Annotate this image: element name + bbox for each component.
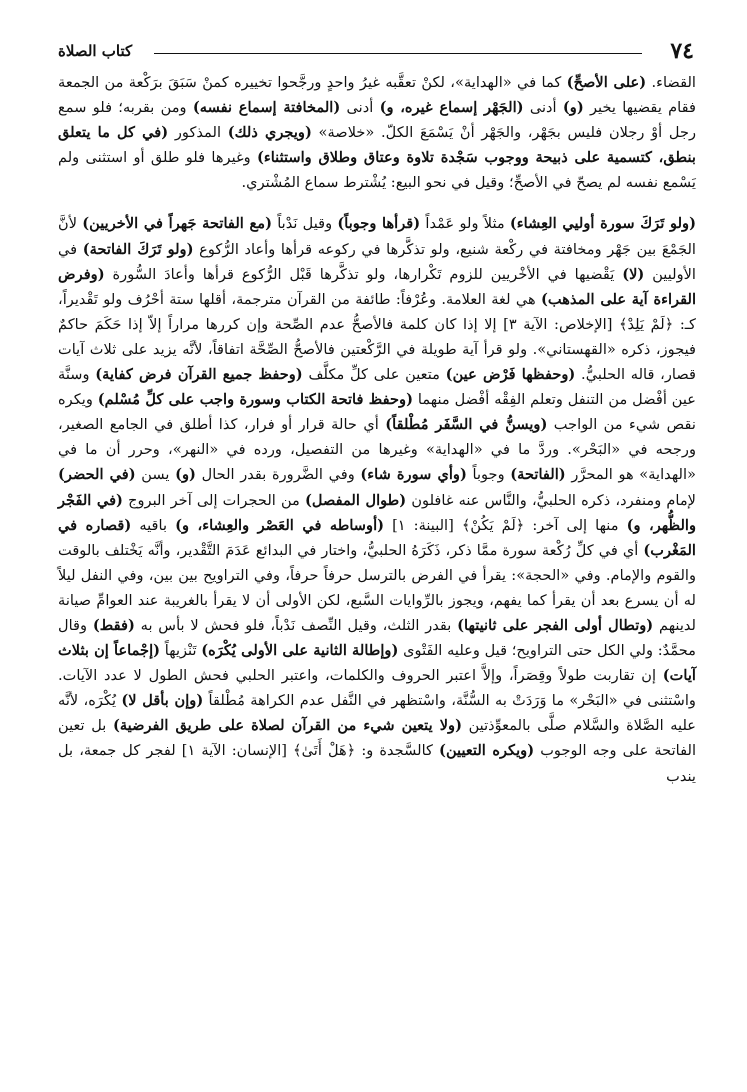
matn-text: (الجَهْر إسماع غيره، و)	[379, 99, 524, 117]
matn-text: (في الفَجْر والظُّهر، و)	[58, 491, 696, 534]
commentary-text: كما في «الهداية»، لكنْ تعقَّبه غيرُ واحدٍ ورجَّحوا تخييره كمنْ سَبَقَ برَكْعة من الجمعة فقام يقضيها يخير	[58, 74, 696, 117]
matn-text: (الفاتحة)	[510, 466, 566, 484]
matn-text: (وحفظ فاتحة الكتاب وسورة واجب على كلِّ مُسْلم)	[97, 391, 414, 409]
header-rule	[154, 53, 642, 54]
commentary-text: يُكْرَه، لأنَّه عليه الصَّلاة والسَّلام صلَّى بالمعوِّذتين	[58, 692, 696, 735]
matn-text: (أوساطه في العَصْر والعِشاء، و)	[175, 516, 385, 534]
matn-text: (ويكره التعيين)	[439, 742, 535, 760]
commentary-text: يسن	[135, 466, 176, 484]
commentary-text: تَنْزيهاً	[160, 642, 202, 660]
page-header	[58, 38, 694, 66]
matn-text: (وإن بأقل لا)	[121, 692, 204, 710]
commentary-text: القضاء.	[646, 74, 696, 91]
commentary-text: ومن بقربه؛ فلو سمع رجل أوْ رجلان فليس بجَهْر، والجَهْر أنْ يَسْمَعَ الكلّ. «خلاصة»	[58, 99, 697, 142]
matn-text: (ولا يتعين شيء من القرآن لصلاة على طريق الفرضية)	[112, 717, 462, 735]
commentary-text: وجوباً	[466, 466, 511, 484]
commentary-text: يَقْضيها في الأخْريين للزوم تَكْرارها، ولو تذكَّرها قَبْل الرُّكوع قرأها وأعادَ السُّورة	[104, 265, 623, 283]
matn-text: (مع الفاتحة جَهراً في الأخريين)	[82, 215, 272, 233]
matn-text: (قصاره في المَغْرب)	[58, 516, 696, 559]
commentary-text: أدنى	[340, 99, 380, 117]
commentary-text: في الأوليين	[58, 240, 696, 283]
commentary-text: بقدر الثلث، وقيل النِّصف نَدْباً، فلو فحش لا بأس به	[134, 616, 458, 634]
matn-text: (في كل ما يتعلق بنطق، كتسمية على ذبيحة ووجوب سَجْدة تلاوة وعتاق وطلاق واستثناء)	[58, 124, 696, 167]
commentary-text: لأنَّ الجَمْعَ بين جَهْر ومخافتة في ركْعة شنيع، ولو تذكَّرها في ركوعه قرأها وأعاد الرُّكوع	[58, 215, 696, 258]
matn-text: (ويسنُّ في السَّفَر مُطْلقاً)	[385, 416, 548, 434]
matn-text: (طوال المفصل)	[304, 491, 407, 509]
matn-text: (وحفظ جميع القرآن فرض كفاية)	[95, 366, 303, 384]
matn-text: (وأي سورة شاء)	[360, 466, 467, 484]
matn-text: (قرأها وجوباً)	[337, 215, 421, 233]
matn-text: (ويجري ذلك)	[227, 124, 312, 142]
commentary-text: هي لغة العلامة. وعُرْفاً: طائفة من القرآن مترجمة، أقلها ستة أحْرُف ولو تَقْديراً، كـ: ﴿لَمْ يَلِدْ﴾ [الإخلاص: الآية ٣] إلا إذا كان كلمة فالأصحُّ عدم الصِّحة وإن كررها مراراً إلاّ إذا حَكَمَ حاكمٌ فيجوز، ذكره «القهستاني». ولو قرأ آية طويلة في الرَّكْعتين فالأصحُّ الصِّحَّة اتفاقاً، لأنَّه يزيد على ثلاث آيات قصار، قاله الحلبيُّ.	[58, 290, 697, 384]
commentary-text: كالسَّجدة و: ﴿هَلْ أَتَىٰ﴾ [الإنسان: الآية ١] لفجر كل جمعة، بل يندب	[58, 742, 696, 785]
commentary-text: وفي الضَّرورة بقدر الحال	[195, 466, 361, 484]
matn-text: (لا)	[622, 265, 645, 283]
paragraph	[58, 211, 696, 788]
matn-text: (فقط)	[92, 616, 135, 634]
commentary-text: بل تعين الفاتحة على وجه الوجوب	[58, 717, 696, 760]
commentary-text: مثلاً ولو عَمْداً	[420, 215, 510, 233]
matn-text: (على الأصحِّ)	[566, 74, 647, 91]
matn-text: (وإطالة الثانية على الأولى يُكْرَه)	[201, 642, 399, 660]
commentary-text: باقيه	[131, 516, 176, 534]
matn-text: (في الحضر)	[58, 466, 136, 484]
matn-text: (إجْماعاً إن بثلاث آيات)	[58, 642, 696, 685]
matn-text: (ولو تَرَكَ سورة أوليي العِشاء)	[509, 215, 696, 233]
commentary-text: لإمام ومنفرد، ذكره الحلبيُّ، والنَّاس عنه غافلون	[406, 491, 697, 509]
commentary-text: وقيل نَدْباً	[271, 215, 338, 233]
commentary-text: منها إلى آخر: ﴿لَمْ يَكُنْ﴾ [البينة: ١]	[384, 516, 627, 534]
commentary-text: أي في كلِّ رُكْعة سورة ممَّا ذكر، ذَكَرَهُ الحلبيُّ، واختار في البدائع عَدَمَ التَّقْدير، وأنَّه يَخْتلف بالوقت والقوم والإمام. وفي «الحجة»: يقرأ في الفرض بالترسل حرفاً حرفاً، وفي التراويح بين بين، وفي النفل ليلاً له أن يسرع بعد أن يقرأ كما يفهم، ويجوز بالرِّوايات السَّبع، لكن الأولى أن لا يقرأ بالغريبة عند العوامِّ صيانة لدينهم	[58, 541, 696, 634]
matn-text: (ولو تَرَكَ الفاتحة)	[82, 240, 194, 258]
commentary-text: أدنى	[523, 99, 563, 117]
matn-text: (و)	[562, 99, 584, 117]
commentary-text: وسنَّة عين أفْضل من التنفل وتعلم الفِقْه أفْضل منهما	[58, 366, 696, 409]
matn-text: (وفرض القراءة آية على المذهب)	[58, 265, 696, 308]
chapter-title: كتاب الصلاة	[58, 42, 133, 60]
commentary-text: أي حالة قرار أو فرار، كذا أطلق في الجامع الصغير، ورجحه في «البَحْر». وردَّ ما في «الهداية» وغيرها من التفصيل، ورده في «النهر»، وحرر أن ما في «الهداية» هو المحرَّر	[58, 416, 696, 484]
matn-text: (المخافتة إسماع نفسه)	[192, 99, 341, 117]
commentary-text: وقال محمَّدٌ: ولي الكل حتى التراويح؛ قيل وعليه الفَتْوى	[58, 616, 696, 660]
commentary-text: وغيرها فلو طلق أو استثنى ولم يَسْمع نفسه لم يصحّ في الأصحِّ؛ وقيل في نحو البيع: يُشْترط سماع المُشْتري.	[58, 149, 696, 192]
matn-text: (و)	[175, 466, 196, 484]
matn-text: (وتطال أولى الفجر على ثانيتها)	[457, 616, 654, 634]
commentary-text: ويكره نقص شيء من الواجب	[58, 391, 696, 434]
commentary-text: إن تقاربت طولاً وقِصَراً، وإلاَّ اعتبر الحروف والكلمات، واعتبر الحلبي فحش الطول لا عدد الآيات. واسْتثنى في «البَحْر» ما وَرَدَتْ به السُّنَّة، واسْتظهر في النَّفل عدم الكراهة مُطْلقاً	[58, 667, 696, 710]
commentary-text: المذكور	[168, 124, 228, 142]
commentary-text: من الحجرات إلى آخر البروج	[122, 491, 305, 509]
paragraph	[58, 70, 696, 195]
commentary-text: متعين على كلِّ مكلَّف	[302, 366, 446, 384]
matn-text: (وحفظها فَرْض عين)	[445, 366, 576, 384]
page-number: ٧٤	[670, 38, 694, 64]
body-text	[58, 70, 696, 1070]
